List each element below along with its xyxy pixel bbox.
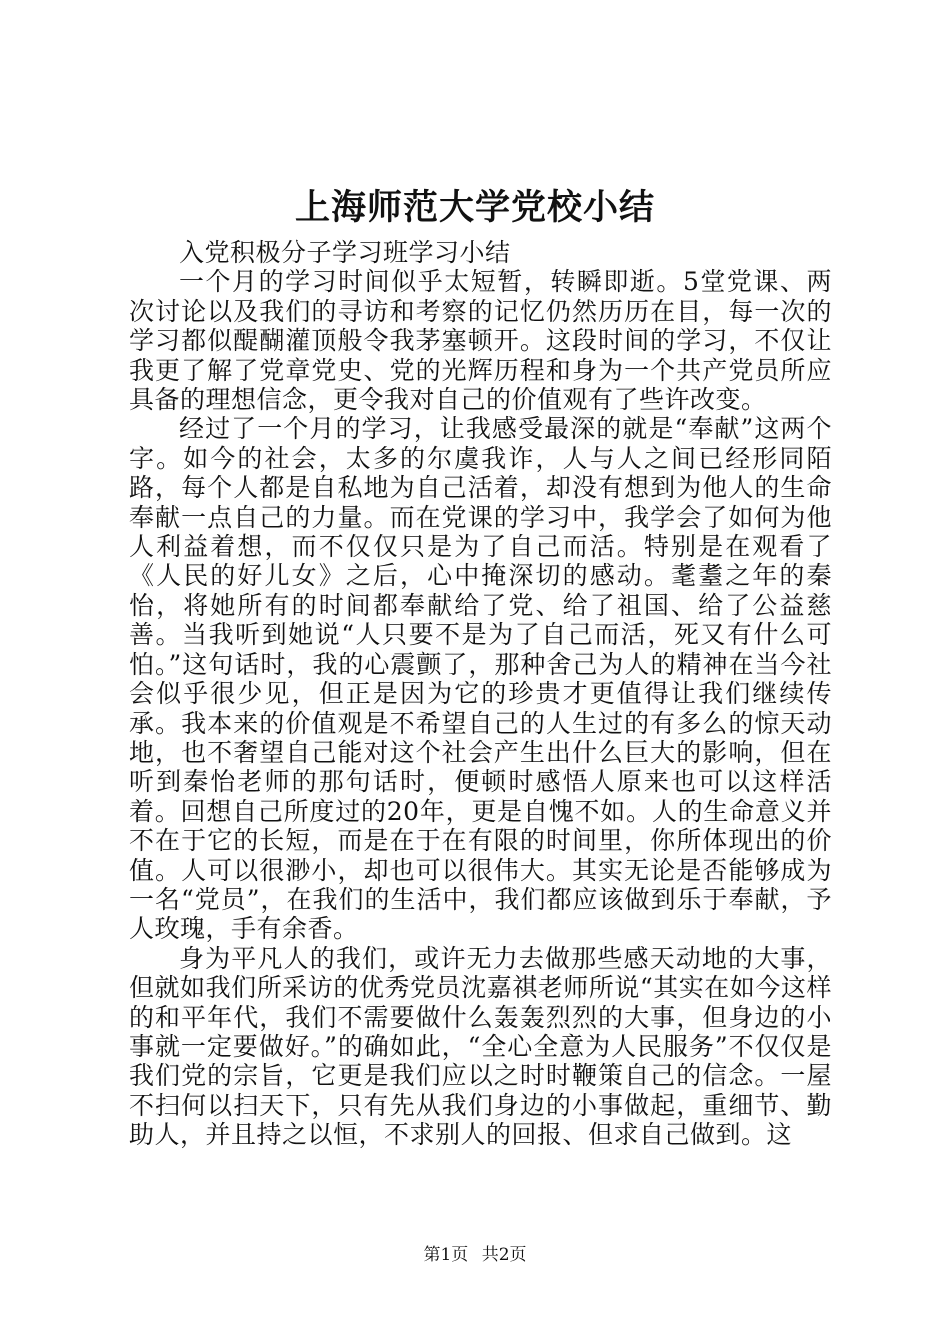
paragraph: 身为平凡人的我们，或许无力去做那些感天动地的大事，但就如我们所采访的优秀党员沈嘉祺老师所说“其实在如今这样的和平年代，我们不需要做什么轰轰烈烈的大事，但身边的小事就一定要做好。”的确如此，“全心全意为人民服务”不仅仅是我们党的宗旨，它更是我们应以之时时鞭策自己的信念。一屋不扫何以扫天下，只有先从我们身边的小事做起，重细节、勤助人，并且持之以恒，不求别人的回报、但求自己做到。这 [129,943,832,1150]
page-number: 第1页 [423,1245,469,1265]
page-total: 共2页 [481,1245,527,1265]
document-subtitle: 入党积极分子学习班学习小结 [179,238,511,267]
paragraph: 经过了一个月的学习，让我感受最深的就是“奉献”这两个字。如今的社会，太多的尔虞我诈，人与人之间已经形同陌路，每个人都是自私地为自己活着，却没有想到为他人的生命奉献一点自己的力量。而在党课的学习中，我学会了如何为他人利益着想，而不仅仅只是为了自己而活。特别是在观看了《人民的好儿女》之后，心中掩深切的感动。耄耋之年的秦怡，将她所有的时间都奉献给了党、给了祖国、给了公益慈善。当我听到她说“人只要不是为了自己而活，死又有什么可怕。”这句话时，我的心震颤了，那种舍己为人的精神在当今社会似乎很少见，但正是因为它的珍贵才更值得让我们继续传承。我本来的价值观是不希望自己的人生过的有多么的惊天动地，也不奢望自己能对这个社会产生出什么巨大的影响，但在听到秦怡老师的那句话时，便顿时感悟人原来也可以这样活着。回想自己所度过的20年，更是自愧不如。人的生命意义并不在于它的长短，而是在于在有限的时间里，你所体现出的价值。人可以很渺小，却也可以很伟大。其实无论是否能够成为一名“党员”，在我们的生活中，我们都应该做到乐于奉献，予人玫瑰，手有余香。 [129,414,832,944]
page-footer [0,1243,950,1267]
document-body [129,238,832,1150]
document-title: 上海师范大学党校小结 [294,187,655,228]
paragraph: 一个月的学习时间似乎太短暂，转瞬即逝。5堂党课、两次讨论以及我们的寻访和考察的记忆仍然历历在目，每一次的学习都似醍醐灌顶般令我茅塞顿开。这段时间的学习，不仅让我更了解了党章党史、党的光辉历程和身为一个共产党员所应具备的理想信念，更令我对自己的价值观有了些许改变。 [129,267,832,415]
